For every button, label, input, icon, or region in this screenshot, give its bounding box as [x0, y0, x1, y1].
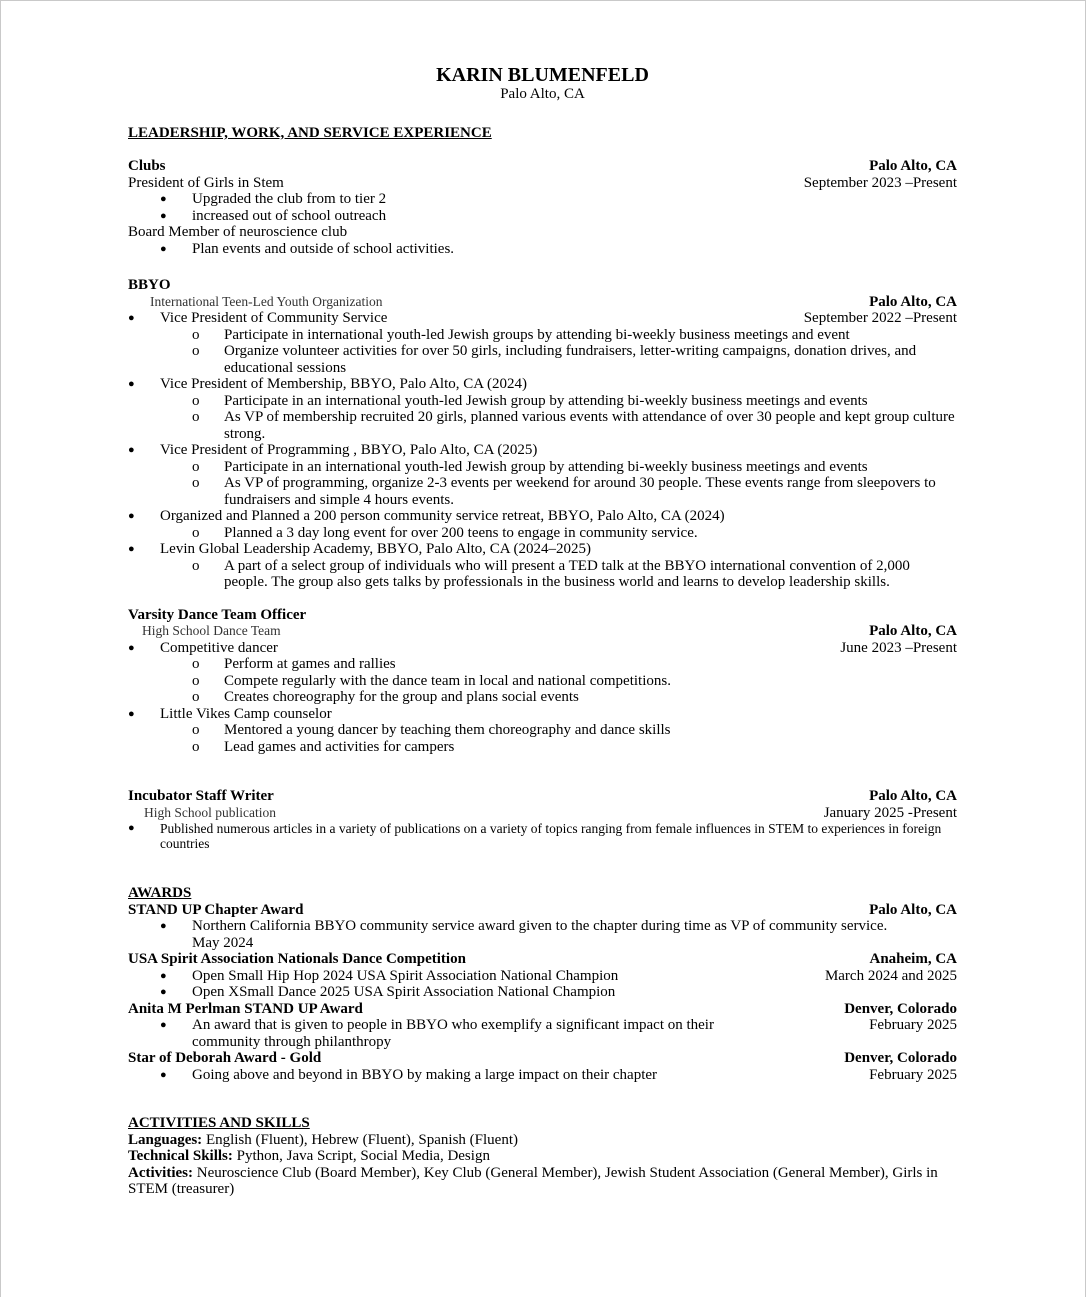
resume-name: KARIN BLUMENFELD — [436, 64, 649, 86]
award-item: ● Open Small Hip Hop 2024 USA Spirit Association National Champion — [192, 967, 619, 984]
incubator-location: Palo Alto, CA — [869, 788, 957, 804]
bbyo-retreat: ● Organized and Planned a 200 person community service retreat, BBYO, Palo Alto, CA (2024) — [128, 508, 957, 525]
award-list — [128, 984, 957, 1001]
bbyo-location: Palo Alto, CA — [869, 293, 957, 310]
award-header — [128, 1050, 957, 1067]
list-item: o Participate in international youth-led Jewish groups by attending bi-weekly business meetings and event — [128, 327, 957, 344]
award-header — [128, 951, 957, 968]
award-item-row — [128, 1067, 957, 1084]
award-date: February 2025 — [869, 1066, 957, 1083]
dance-date: June 2023 –Present — [840, 639, 957, 656]
list-item: ● Plan events and outside of school activities. — [128, 241, 957, 258]
award-title: Anita M Perlman STAND UP Award — [128, 1000, 363, 1017]
award-header — [128, 1001, 957, 1018]
languages-label: Languages: — [128, 1131, 203, 1148]
dance-role1-row — [128, 640, 957, 657]
list-item: ● Published numerous articles in a variety of publications on a variety of topics ranging from female influences in STEM to experiences in foreign countries — [128, 821, 957, 851]
award-list — [128, 918, 957, 935]
bbyo-sub-row — [128, 294, 957, 311]
incubator-title: Incubator Staff Writer — [128, 788, 274, 804]
section-heading-activities: ACTIVITIES AND SKILLS — [128, 1115, 310, 1131]
dance-subtitle: High School Dance Team — [142, 623, 281, 638]
skills-languages — [128, 1132, 957, 1149]
list-item: o Mentored a young dancer by teaching them choreography and dance skills — [128, 722, 957, 739]
list-item: ● Open XSmall Dance 2025 USA Spirit Association National Champion — [128, 984, 957, 1001]
resume-document — [128, 64, 957, 1198]
skills-technical — [128, 1148, 957, 1165]
award-location: Denver, Colorado — [844, 1000, 957, 1017]
list-item: o Participate in an international youth-led Jewish group by attending bi-weekly business meetings and events — [128, 459, 957, 476]
clubs-role1-list — [128, 191, 957, 224]
clubs-date: September 2023 –Present — [803, 174, 957, 191]
clubs-header — [128, 158, 957, 175]
award-date: March 2024 and 2025 — [824, 967, 957, 984]
dance-location: Palo Alto, CA — [869, 623, 957, 639]
bbyo-levin: ● Levin Global Leadership Academy, BBYO, Palo Alto, CA (2024–2025) — [128, 541, 957, 558]
dance-sub-row — [128, 623, 957, 640]
award-date: February 2025 — [869, 1017, 957, 1033]
award-title: STAND UP Chapter Award — [128, 901, 304, 918]
dance-role1-list — [128, 656, 957, 706]
award-date: May 2024 — [192, 934, 254, 951]
list-item: o Planned a 3 day long event for over 200 teens to engage in community service. — [128, 525, 957, 542]
incubator-header — [128, 788, 957, 805]
section-heading-awards: AWARDS — [128, 885, 192, 901]
bbyo-retreat-list — [128, 525, 957, 542]
clubs-role2-list — [128, 241, 957, 258]
list-item: o Organize volunteer activities for over 50 girls, including fundraisers, letter-writing campaigns, donation drives, and educational sessions — [128, 343, 957, 376]
languages-value: English (Fluent), Hebrew (Fluent), Spanish (Fluent) — [202, 1131, 518, 1148]
dance-role2-list — [128, 722, 957, 755]
list-item: o Participate in an international youth-led Jewish group by attending bi-weekly business meetings and events — [128, 393, 957, 410]
incubator-date: January 2025 -Present — [823, 804, 957, 821]
bbyo-vp-prog: ● Vice President of Programming , BBYO, Palo Alto, CA (2025) — [128, 442, 957, 459]
dance-role2: ● Little Vikes Camp counselor — [128, 706, 957, 723]
award-title: Star of Deborah Award - Gold — [128, 1050, 322, 1066]
award-header — [128, 902, 957, 919]
bbyo-vp-cs-list — [128, 327, 957, 377]
incubator-subtitle: High School publication — [144, 804, 276, 820]
list-item: ● increased out of school outreach — [128, 208, 957, 225]
activities-label: Activities: — [128, 1164, 193, 1181]
list-item: o Creates choreography for the group and plans social events — [128, 689, 957, 706]
list-item: o As VP of programming, organize 2-3 events per weekend for around 30 people. These events range from sleepovers to fundraisers and simple 4 hours events. — [128, 475, 957, 508]
list-item: o A part of a select group of individuals who will present a TED talk at the BBYO international convention of 2,000 people. The group also gets talks by professionals in the business world and learns to develop leadership skills. — [128, 558, 957, 591]
award-location: Palo Alto, CA — [869, 901, 957, 918]
clubs-role1-row — [128, 175, 957, 192]
dance-role1: ● Competitive dancer — [160, 639, 278, 656]
bbyo-levin-list — [128, 558, 957, 591]
clubs-role2: Board Member of neuroscience club — [128, 224, 348, 240]
award-item-row — [128, 968, 957, 985]
clubs-role1: President of Girls in Stem — [128, 174, 284, 191]
list-item: ● Upgraded the club from to tier 2 — [128, 191, 957, 208]
award-location: Denver, Colorado — [844, 1050, 957, 1066]
award-item: ● An award that is given to people in BBYO who exemplify a significant impact on their community through philanthropy — [192, 1017, 714, 1050]
bbyo-vp-mem: ● Vice President of Membership, BBYO, Palo Alto, CA (2024) — [128, 376, 957, 393]
bbyo-vp-cs-row — [128, 310, 957, 327]
list-item: o Perform at games and rallies — [128, 656, 957, 673]
list-item: o Compete regularly with the dance team in local and national competitions. — [128, 673, 957, 690]
list-item: o As VP of membership recruited 20 girls, planned various events with attendance of over 30 people and kept group culture strong. — [128, 409, 957, 442]
award-item: ● Going above and beyond in BBYO by making a large impact on their chapter — [192, 1066, 658, 1083]
activities-value: Neuroscience Club (Board Member), Key Club (General Member), Jewish Student Association (General Member), Girls in STEM (treasurer) — [128, 1164, 938, 1197]
bbyo-title: BBYO — [128, 277, 171, 293]
tech-label: Technical Skills: — [128, 1148, 233, 1164]
tech-value: Python, Java Script, Social Media, Design — [232, 1148, 490, 1164]
resume-location: Palo Alto, CA — [500, 86, 585, 102]
section-heading-leadership: LEADERSHIP, WORK, AND SERVICE EXPERIENCE — [128, 124, 492, 141]
skills-activities — [128, 1165, 957, 1198]
dance-title: Varsity Dance Team Officer — [128, 606, 307, 623]
bbyo-vp-cs: ● Vice President of Community Service — [160, 310, 388, 326]
bbyo-vp-prog-list — [128, 459, 957, 509]
list-item: o Lead games and activities for campers — [128, 739, 957, 756]
incubator-list — [128, 821, 957, 851]
bbyo-date: September 2022 –Present — [803, 310, 957, 326]
incubator-sub-row — [128, 805, 957, 822]
award-item-row — [128, 1017, 957, 1050]
clubs-title: Clubs — [128, 158, 166, 174]
award-location: Anaheim, CA — [869, 951, 957, 967]
award-title: USA Spirit Association Nationals Dance Competition — [128, 951, 466, 967]
bbyo-vp-mem-list — [128, 393, 957, 443]
bbyo-subtitle: International Teen-Led Youth Organization — [150, 293, 383, 309]
list-item: ● Northern California BBYO community service award given to the chapter during time as VP of community service. — [128, 918, 957, 935]
clubs-location: Palo Alto, CA — [869, 158, 957, 174]
